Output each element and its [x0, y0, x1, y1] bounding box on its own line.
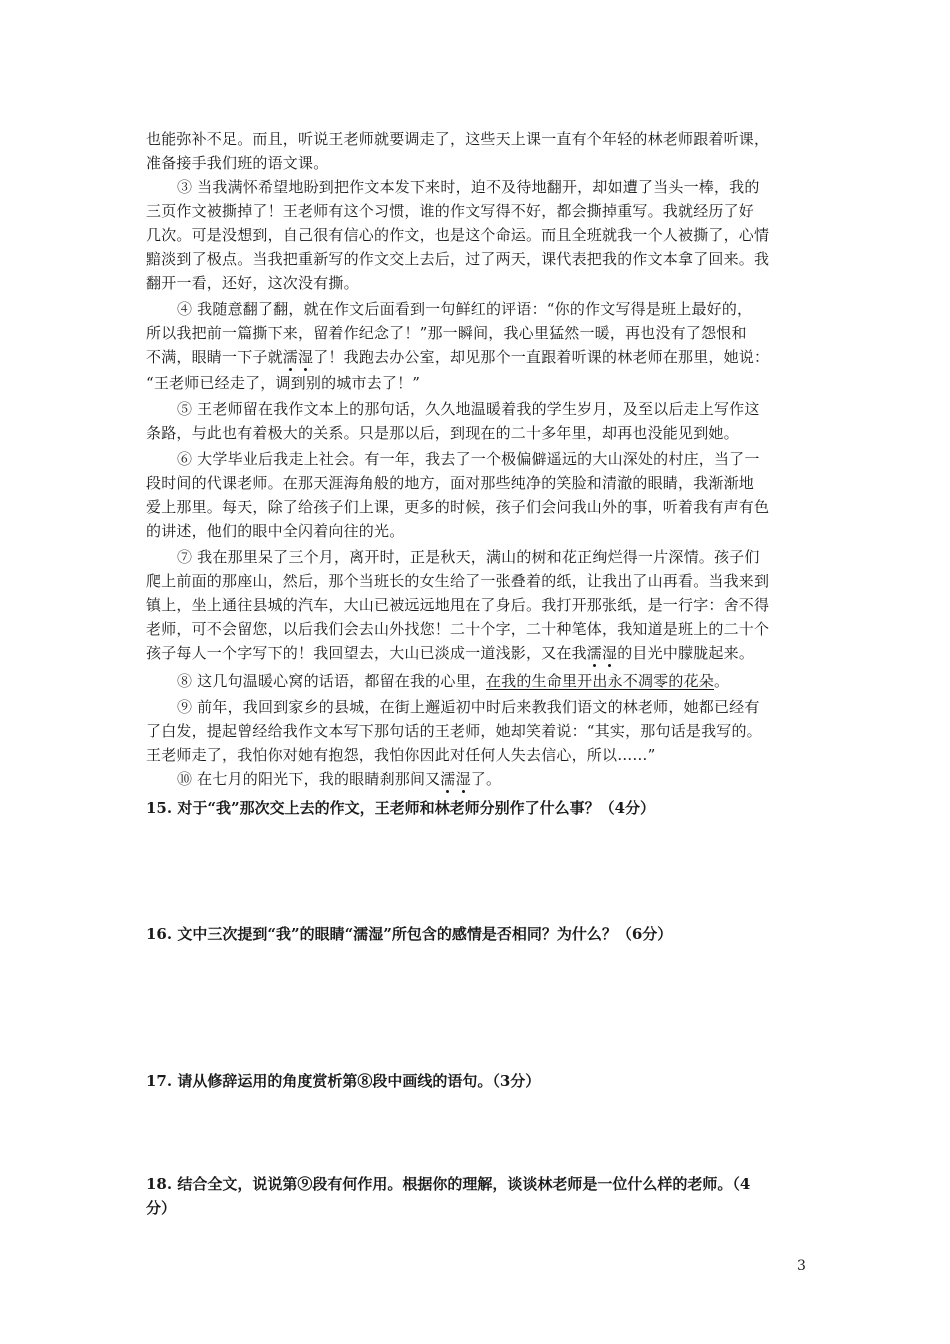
text-run: 孩子每人一个字写下的！我回望去，大山已淡成一道浅影，又在我	[146, 644, 587, 662]
paragraph-4-line: ④ 我随意翻了翻，就在作文后面看到一句鲜红的评语：“你的作文写得是班上最好的，	[177, 300, 753, 318]
paragraph-6-line: ⑥ 大学毕业后我走上社会。有一年，我去了一个极偏僻遥远的大山深处的村庄，当了一	[177, 450, 760, 468]
emphasis-dot-char: 濡	[440, 770, 456, 788]
question-18-continued: 分）	[146, 1199, 177, 1217]
text-run: 了。	[470, 770, 502, 788]
passage-line: 爱上那里。每天，除了给孩子们上课，更多的时候，孩子们会问我山外的事，听着我有声有色	[146, 498, 770, 516]
passage-line: 翻开一看，还好，这次没有撕。	[146, 274, 359, 292]
passage-line: 老师，可不会留您，以后我们会去山外找您！二十个字，二十种笔体，我知道是班上的二十个	[146, 620, 770, 638]
emphasis-dot-char: 濡	[586, 644, 603, 662]
question-15: 15. 对于“我”那次交上去的作文，王老师和林老师分别作了什么事？（4分）	[146, 799, 656, 817]
emphasis-dot-char: 湿	[298, 348, 314, 366]
passage-line: 黯淡到了极点。当我把重新写的作文交上去后，过了两天，课代表把我的作文本拿了回来。我	[146, 250, 770, 268]
passage-line: 镇上，坐上通往县城的汽车，大山已被远远地甩在了身后。我打开那张纸，是一行字：舍不得	[146, 596, 770, 614]
passage-line	[146, 346, 810, 368]
passage-line: 爬上前面的那座山，然后，那个当班长的女生给了一张叠着的纸，让我出了山再看。当我来到	[146, 572, 770, 590]
paragraph-5-line: ⑤ 王老师留在我作文本上的那句话，久久地温暖着我的学生岁月，及至以后走上写作这	[177, 400, 760, 418]
text-run: ⑩ 在七月的阳光下，我的眼睛刹那间又	[177, 770, 441, 788]
passage-line: 了白发，提起曾经给我作文本写下那句话的王老师，她却笑着说：“其实，那句话是我写的。	[146, 722, 762, 740]
text-run: 不满，眼睛一下子就	[146, 348, 283, 366]
emphasis-dot-char: 湿	[602, 644, 618, 662]
passage-line	[146, 642, 810, 664]
question-18: 18. 结合全文，说说第⑨段有何作用。根据你的理解，谈谈林老师是一位什么样的老师。（4	[146, 1175, 751, 1193]
text-run: 的目光中朦胧起来。	[617, 644, 755, 662]
paragraph-9-line: ⑨ 前年，我回到家乡的县城，在街上邂逅初中时后来教我们语文的林老师，她都已经有	[177, 698, 760, 716]
passage-line: 条路，与此也有着极大的关系。只是那以后，到现在的二十多年里，却再也没能见到她。	[146, 424, 739, 442]
passage-line: 段时间的代课老师。在那天涯海角般的地方，面对那些纯净的笑脸和清澈的眼睛，我渐渐地	[146, 474, 755, 492]
text-run: 。	[714, 672, 730, 690]
emphasis-dot-char: 濡	[282, 348, 299, 366]
text-run: 了！我跑去办公室，却见那个一直跟着听课的林老师在那里，她说：	[313, 348, 770, 366]
underlined-sentence: 在我的生命里开出永不凋零的花朵	[485, 672, 714, 690]
passage-line: 王老师走了，我怕你对她有抱怨，我怕你因此对任何人失去信心，所以……”	[146, 746, 656, 764]
question-16: 16. 文中三次提到“我”的眼睛“濡湿”所包含的感情是否相同？为什么？（6分）	[146, 925, 673, 943]
paragraph-10-line	[177, 768, 811, 790]
text-run: ⑧ 这几句温暖心窝的话语，都留在我的心里，	[177, 672, 486, 690]
passage-line: 三页作文被撕掉了！王老师有这个习惯，谁的作文写得不好，都会撕掉重写。我就经历了好	[146, 202, 755, 220]
passage-line: “王老师已经走了，调到别的城市去了！”	[146, 374, 421, 392]
passage-line: 准备接手我们班的语文课。	[146, 154, 329, 172]
emphasis-dot-char: 湿	[455, 770, 471, 788]
question-17: 17. 请从修辞运用的角度赏析第⑧段中画线的语句。（3分）	[146, 1072, 541, 1090]
page-number: 3	[797, 1258, 806, 1274]
paragraph-7-line: ⑦ 我在那里呆了三个月，离开时，正是秋天，满山的树和花正绚烂得一片深情。孩子们	[177, 548, 760, 566]
paragraph-3-line: ③ 当我满怀希望地盼到把作文本发下来时，迫不及待地翻开，却如遭了当头一棒，我的	[177, 178, 760, 196]
passage-line: 也能弥补不足。而且，听说王老师就要调走了，这些天上课一直有个年轻的林老师跟着听课，	[146, 130, 770, 148]
paragraph-8-line	[177, 670, 811, 692]
passage-line: 所以我把前一篇撕下来，留着作纪念了！”那一瞬间，我心里猛然一暖，再也没有了怨恨和	[146, 324, 747, 342]
passage-line: 的讲述，他们的眼中全闪着向往的光。	[146, 522, 405, 540]
passage-line: 几次。可是没想到，自己很有信心的作文，也是这个命运。而且全班就我一个人被撕了，心情	[146, 226, 770, 244]
